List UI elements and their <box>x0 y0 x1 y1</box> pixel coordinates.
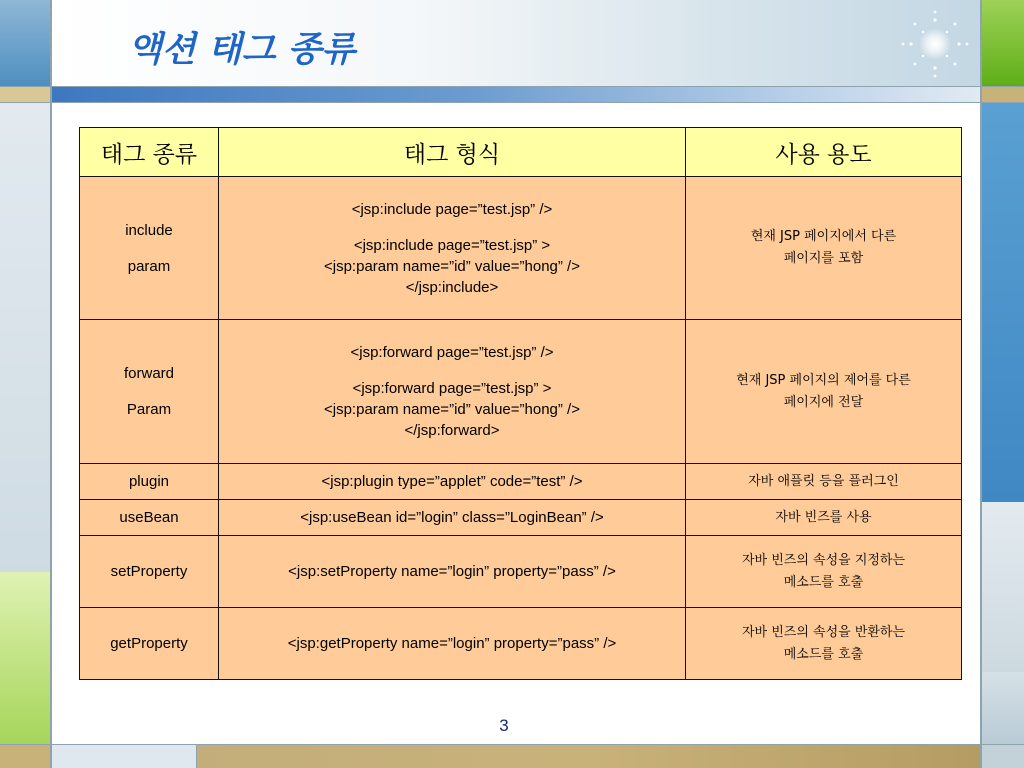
usage-text: 메소드를 호출 <box>783 646 864 662</box>
tag-syntax-cell: <jsp:getProperty name=”login” property=”pass” /> <box>219 608 686 680</box>
tag-syntax: <jsp:param name=”id” value=”hong” /> <box>324 401 580 418</box>
frame-panel-left-lower <box>0 572 50 744</box>
usage-text: 페이지를 포함 <box>783 251 864 266</box>
frame-panel-right-middle <box>982 102 1024 502</box>
tag-syntax: <jsp:forward page=”test.jsp” > <box>352 380 552 397</box>
page-title: 액션 태그 종류 <box>128 30 356 70</box>
usage-text: 현재 JSP 페이지에서 다른 <box>750 229 897 244</box>
usage-text: 페이지에 전달 <box>783 394 864 410</box>
usage-cell: 자바 빈즈를 사용 <box>686 500 962 536</box>
tag-name-cell: getProperty <box>80 608 219 680</box>
frame-divider <box>0 744 1024 745</box>
tag-syntax: <jsp:include page=”test.jsp” > <box>353 236 551 254</box>
tag-syntax: </jsp:forward> <box>404 422 500 439</box>
action-tag-table <box>79 127 962 680</box>
frame-panel-left-middle <box>0 102 50 572</box>
page-number: 3 <box>499 716 509 735</box>
tag-syntax-cell <box>219 320 686 464</box>
tag-syntax-cell: <jsp:useBean id=”login” class=”LoginBean” /> <box>219 500 686 536</box>
tag-syntax: <jsp:forward page=”test.jsp” /> <box>350 344 554 361</box>
frame-strip-right <box>982 86 1024 102</box>
usage-text: 메소드를 호출 <box>783 574 864 590</box>
usage-text: 현재 JSP 페이지의 제어를 다른 <box>736 372 911 388</box>
frame-panel-right-top <box>982 0 1024 86</box>
tag-name-cell: plugin <box>80 464 219 500</box>
table-row <box>80 500 962 536</box>
frame-divider <box>980 0 982 768</box>
header-gradient-bar <box>52 86 980 102</box>
footer-bar <box>196 745 980 768</box>
tag-syntax-cell: <jsp:plugin type=”applet” code=”test” /> <box>219 464 686 500</box>
tag-name-cell <box>80 177 219 320</box>
footer-panel-right <box>982 745 1024 768</box>
sparkle-icon <box>895 8 975 80</box>
tag-name: param <box>127 257 171 275</box>
frame-divider <box>196 745 197 768</box>
header-tag-type: 태그 종류 <box>80 128 219 177</box>
table-row <box>80 177 962 320</box>
usage-cell <box>686 608 962 680</box>
footer-panel-inner <box>52 745 196 768</box>
header-tag-syntax: 태그 형식 <box>219 128 686 177</box>
usage-text: 자바 빈즈의 속성을 지정하는 <box>741 552 906 568</box>
table-row <box>80 536 962 608</box>
frame-divider <box>0 86 1024 87</box>
frame-divider <box>0 102 1024 103</box>
frame-strip-left <box>0 86 50 102</box>
footer-panel-left <box>0 745 50 768</box>
table-row <box>80 464 962 500</box>
usage-cell <box>686 320 962 464</box>
usage-cell: 자바 애플릿 등을 플러그인 <box>686 464 962 500</box>
tag-name-cell: setProperty <box>80 536 219 608</box>
frame-divider <box>50 0 52 768</box>
usage-cell <box>686 536 962 608</box>
frame-panel-right-lower <box>982 502 1024 672</box>
frame-panel-right-bottom <box>982 672 1024 744</box>
usage-cell <box>686 177 962 320</box>
tag-name-cell: useBean <box>80 500 219 536</box>
table-row <box>80 608 962 680</box>
tag-syntax: <jsp:param name=”id” value=”hong” /> <box>324 257 580 275</box>
tag-name: forward <box>123 365 175 382</box>
table-header-row <box>80 128 962 177</box>
tag-name-cell <box>80 320 219 464</box>
tag-syntax-cell: <jsp:setProperty name=”login” property=”pass” /> <box>219 536 686 608</box>
table-row <box>80 320 962 464</box>
frame-panel-left-top <box>0 0 50 86</box>
tag-syntax: </jsp:include> <box>405 278 499 296</box>
tag-syntax-cell <box>219 177 686 320</box>
tag-name: include <box>125 221 173 239</box>
tag-name: Param <box>126 401 172 418</box>
header-usage: 사용 용도 <box>686 128 962 177</box>
tag-syntax: <jsp:include page=”test.jsp” /> <box>351 200 553 218</box>
usage-text: 자바 빈즈의 속성을 반환하는 <box>741 624 906 640</box>
